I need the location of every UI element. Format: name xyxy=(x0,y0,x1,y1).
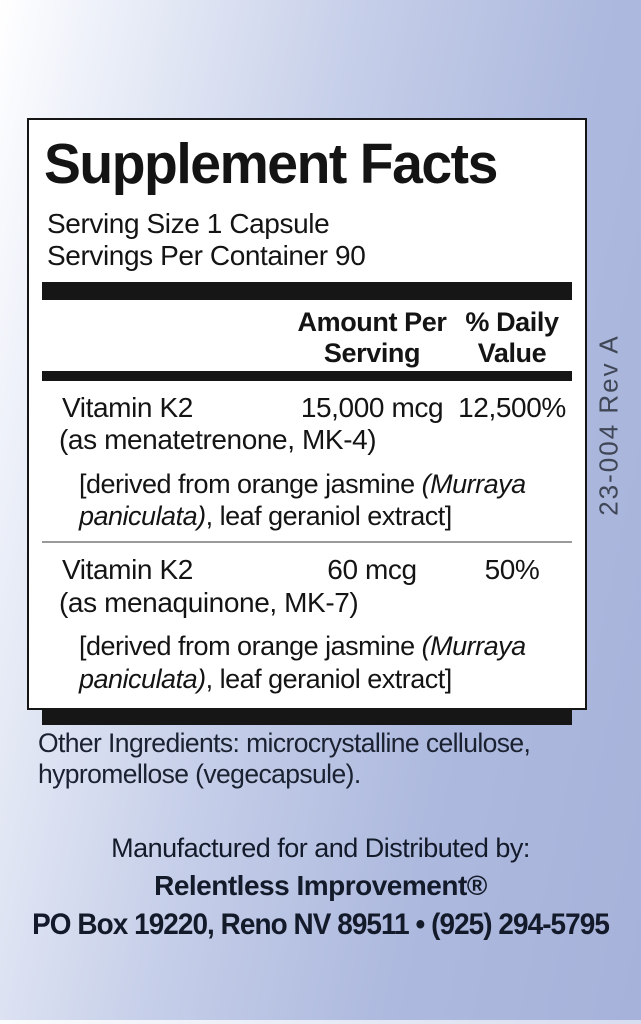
revision-code: 23-004 Rev A xyxy=(593,334,624,516)
serving-size: Serving Size 1 Capsule xyxy=(47,208,330,239)
derived-note-mk7 xyxy=(79,630,571,695)
bottom-edge-highlight xyxy=(0,1020,641,1024)
nutrient-form-mk4: (as menatetrenone, MK-4) xyxy=(59,424,377,456)
distributed-by-line: Manufactured for and Distributed by: xyxy=(111,833,530,863)
derived-text-end: , leaf geraniol extract] xyxy=(205,663,452,694)
dv-header-line1: % Daily xyxy=(465,307,559,338)
dv-header-line2: Value xyxy=(477,337,547,368)
daily-value-header xyxy=(452,307,572,367)
derived-note-mk4 xyxy=(79,468,571,533)
amount-header-line2: Serving xyxy=(323,337,421,368)
derived-text: [derived from orange jasmine xyxy=(79,631,422,662)
column-headers xyxy=(42,307,572,367)
amount-per-serving-header xyxy=(292,307,452,367)
derived-text: [derived from orange jasmine xyxy=(79,468,422,499)
nutrient-amount: 60 mcg xyxy=(327,554,417,586)
nutrient-daily-value: 50% xyxy=(484,554,540,586)
nutrient-row-mk7 xyxy=(42,555,572,584)
manufacturer-block xyxy=(0,833,641,942)
other-ingredients: Other Ingredients: microcrystalline cellulose, hypromellose (vegecapsule). xyxy=(38,728,531,790)
top-thick-rule xyxy=(42,282,572,300)
serving-info xyxy=(47,208,572,272)
supplement-facts-panel xyxy=(27,118,587,710)
header-rule xyxy=(42,371,572,381)
nutrient-name: Vitamin K2 xyxy=(62,554,193,586)
nutrient-name: Vitamin K2 xyxy=(62,391,193,423)
bottom-thick-rule xyxy=(42,708,572,725)
address-phone-line: PO Box 19220, Reno NV 89511 • (925) 294-5795 xyxy=(32,908,609,941)
nutrient-daily-value: 12,500% xyxy=(458,391,566,423)
nutrient-row-mk4 xyxy=(42,393,572,422)
servings-per-container: Servings Per Container 90 xyxy=(47,240,366,272)
brand-name: Relentless Improvement® xyxy=(154,870,487,901)
derived-latin-name: (Murraya paniculata) xyxy=(79,468,526,532)
derived-text-end: , leaf geraniol extract] xyxy=(205,501,452,532)
panel-title: Supplement Facts xyxy=(44,132,497,196)
derived-latin-name: (Murraya paniculata) xyxy=(79,631,526,694)
amount-header-line1: Amount Per xyxy=(297,307,447,338)
row-divider xyxy=(42,541,572,543)
nutrient-amount: 15,000 mcg xyxy=(300,391,444,423)
nutrient-form-mk7: (as menaquinone, MK-7) xyxy=(59,586,359,618)
